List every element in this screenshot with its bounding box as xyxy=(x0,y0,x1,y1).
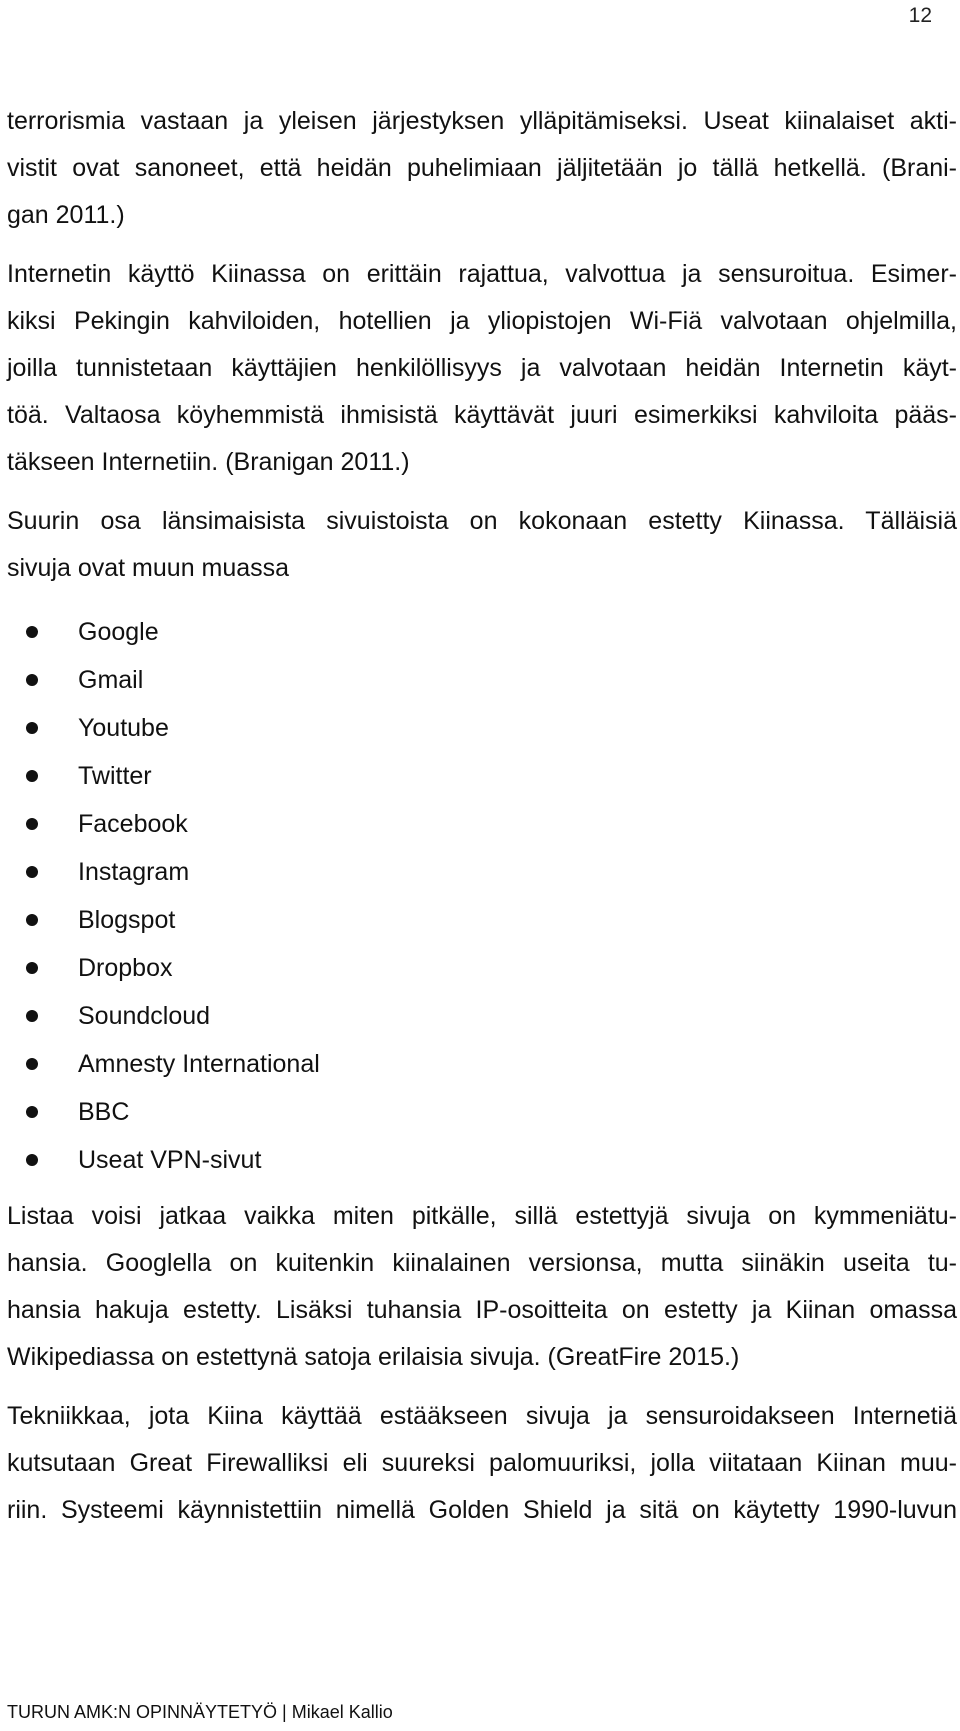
text-line: hansia hakuja estetty. Lisäksi tuhansia IP-osoitteita on estetty ja Kiinan omassa xyxy=(7,1296,957,1324)
text-line: Tekniikkaa, jota Kiina käyttää estääkseen sivuja ja sensuroidakseen Internetiä xyxy=(7,1402,957,1430)
paragraph-internet-usage xyxy=(7,251,957,486)
list-item xyxy=(26,944,957,992)
text-line: Wikipediassa on estettynä satoja erilaisia sivuja. (GreatFire 2015.) xyxy=(7,1343,740,1371)
list-item xyxy=(26,992,957,1040)
list-item-label: Soundcloud xyxy=(78,1001,211,1030)
text-line: kutsutaan Great Firewalliksi eli suureksi palomuuriksi, jolla viitataan Kiinan muu- xyxy=(7,1449,957,1477)
list-item-label: BBC xyxy=(78,1097,130,1126)
text-line: vistit ovat sanoneet, että heidän puhelimiaan jäljitetään jo tällä hetkellä. (Brani- xyxy=(7,154,957,182)
paragraph-surveillance xyxy=(7,98,957,239)
bullet-icon xyxy=(26,1058,38,1070)
bullet-icon xyxy=(26,914,38,926)
bullet-icon xyxy=(26,626,38,638)
text-line: Listaa voisi jatkaa vaikka miten pitkälle, sillä estettyjä sivuja on kymmeniätu- xyxy=(7,1202,957,1230)
list-item xyxy=(26,1040,957,1088)
bullet-icon xyxy=(26,722,38,734)
bullet-icon xyxy=(26,866,38,878)
list-item-label: Facebook xyxy=(78,809,188,838)
list-item-label: Blogspot xyxy=(78,905,176,934)
text-line: täkseen Internetiin. (Branigan 2011.) xyxy=(7,448,410,476)
list-item-label: Amnesty International xyxy=(78,1049,320,1078)
list-item-label: Instagram xyxy=(78,857,190,886)
bullet-icon xyxy=(26,962,38,974)
list-item-label: Gmail xyxy=(78,665,144,694)
list-item-label: Twitter xyxy=(78,761,152,790)
list-item-label: Youtube xyxy=(78,713,169,742)
list-item xyxy=(26,608,957,656)
list-item xyxy=(26,848,957,896)
list-item-label: Useat VPN-sivut xyxy=(78,1145,262,1174)
list-item xyxy=(26,752,957,800)
text-line: sivuja ovat muun muassa xyxy=(7,554,290,582)
list-item xyxy=(26,896,957,944)
paragraph-list-continues xyxy=(7,1193,957,1381)
bullet-icon xyxy=(26,674,38,686)
bullet-icon xyxy=(26,770,38,782)
list-item-label: Google xyxy=(78,617,159,646)
text-line: kiksi Pekingin kahviloiden, hotellien ja yliopistojen Wi-Fiä valvotaan ohjelmilla, xyxy=(7,307,957,335)
text-line: Internetin käyttö Kiinassa on erittäin rajattua, valvottua ja sensuroitua. Esimer- xyxy=(7,260,957,288)
list-item xyxy=(26,1136,957,1184)
list-item-label: Dropbox xyxy=(78,953,173,982)
text-line: joilla tunnistetaan käyttäjien henkilöllisyys ja valvotaan heidän Internetin käyt- xyxy=(7,354,957,382)
bullet-icon xyxy=(26,1154,38,1166)
list-item xyxy=(26,704,957,752)
page-footer: TURUN AMK:N OPINNÄYTETYÖ | Mikael Kallio xyxy=(7,1702,393,1722)
list-item xyxy=(26,800,957,848)
bullet-icon xyxy=(26,1010,38,1022)
text-line: töä. Valtaosa köyhemmistä ihmisistä käyttävät juuri esimerkiksi kahviloita pääs- xyxy=(7,401,957,429)
text-line: terrorismia vastaan ja yleisen järjestyksen ylläpitämiseksi. Useat kiinalaiset akti- xyxy=(7,107,957,135)
bullet-icon xyxy=(26,818,38,830)
text-line: riin. Systeemi käynnistettiin nimellä Golden Shield ja sitä on käytetty 1990-luvun xyxy=(7,1496,957,1524)
document-body xyxy=(7,98,957,1534)
bullet-icon xyxy=(26,1106,38,1118)
blocked-sites-list xyxy=(7,608,957,1184)
list-item xyxy=(26,656,957,704)
paragraph-great-firewall xyxy=(7,1393,957,1534)
text-line: Suurin osa länsimaisista sivuistoista on kokonaan estetty Kiinassa. Tälläisiä xyxy=(7,507,957,535)
page-number: 12 xyxy=(908,4,932,27)
text-line: hansia. Googlella on kuitenkin kiinalainen versionsa, mutta siinäkin useita tu- xyxy=(7,1249,957,1277)
list-item xyxy=(26,1088,957,1136)
paragraph-blocked-intro xyxy=(7,498,957,592)
text-line: gan 2011.) xyxy=(7,201,125,229)
